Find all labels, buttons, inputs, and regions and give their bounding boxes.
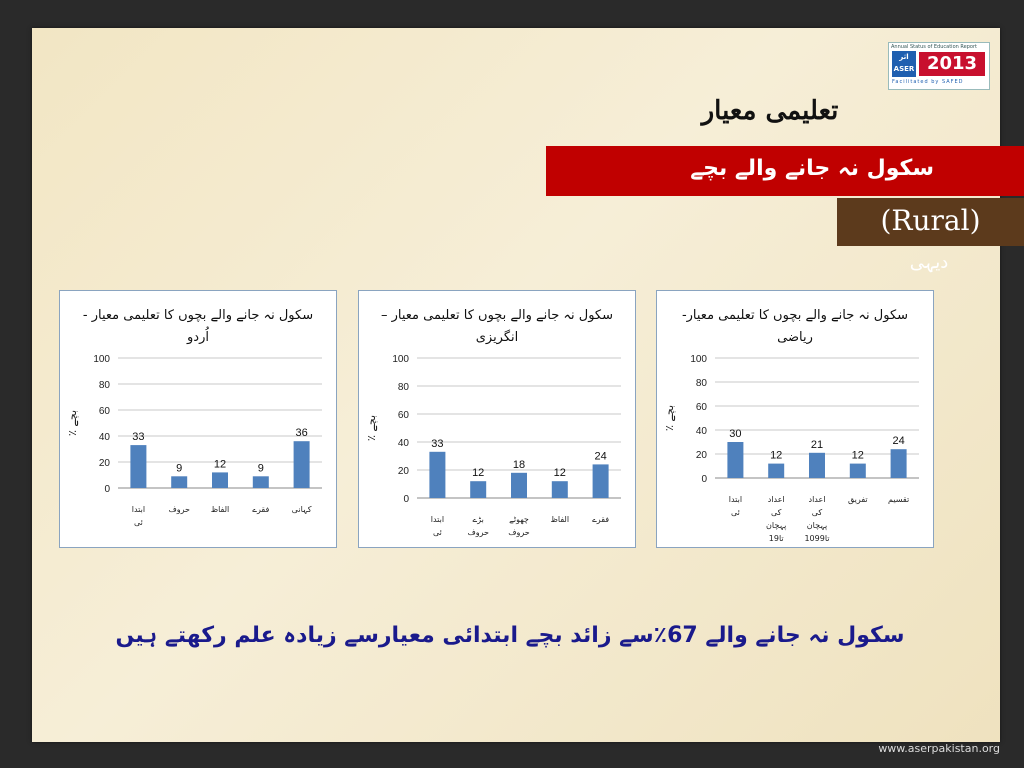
chart-title: سکول نہ جانے والے بچوں کا تعلیمی معیار - اُردو bbox=[82, 308, 314, 345]
x-tick-label: فقرے bbox=[252, 505, 270, 514]
bar bbox=[212, 472, 228, 488]
website-url: www.aserpakistan.org bbox=[878, 742, 1000, 755]
y-tick-label: 0 bbox=[701, 474, 707, 485]
y-axis-label: ٪ بچے bbox=[663, 404, 676, 432]
y-tick-label: 40 bbox=[397, 438, 409, 449]
x-tick-label: تفریق bbox=[848, 495, 868, 504]
bar bbox=[891, 449, 907, 478]
y-tick-label: 20 bbox=[98, 458, 110, 469]
x-tick-label: تقسیم bbox=[888, 495, 910, 504]
y-tick-label: 60 bbox=[695, 402, 707, 413]
data-label: 21 bbox=[810, 438, 824, 451]
chart-title: سکول نہ جانے والے بچوں کا تعلیمی معیار-ریاضی bbox=[681, 308, 909, 345]
y-axis-label: ٪ بچے bbox=[365, 414, 378, 442]
red-banner-text: سکول نہ جانے والے بچے bbox=[690, 156, 934, 181]
bar bbox=[253, 476, 269, 488]
y-tick-label: 0 bbox=[104, 484, 110, 495]
y-tick-label: 20 bbox=[397, 466, 409, 477]
y-tick-label: 80 bbox=[397, 382, 409, 393]
y-tick-label: 100 bbox=[690, 354, 707, 365]
chart-svg bbox=[359, 291, 635, 547]
x-tick-label: الفاظ bbox=[550, 515, 570, 524]
x-tick-label: اعداد کی پہچان 10تا99 bbox=[804, 495, 830, 543]
data-label: 12 bbox=[472, 467, 485, 480]
x-tick-label: بڑے حروف bbox=[467, 515, 489, 537]
y-tick-label: 100 bbox=[392, 354, 409, 365]
y-axis-label: ٪ بچے bbox=[66, 409, 79, 437]
x-tick-label: ابتدا ئی bbox=[728, 495, 743, 517]
data-label: 30 bbox=[729, 428, 742, 440]
logo-report-title: Annual Status of Education Report bbox=[891, 44, 977, 50]
bar bbox=[809, 453, 825, 478]
bar bbox=[171, 476, 187, 488]
logo-urdu: اثر bbox=[899, 53, 909, 61]
logo-aser-box bbox=[892, 51, 916, 77]
x-tick-label: ابتدا ئی bbox=[131, 505, 146, 527]
y-tick-label: 80 bbox=[695, 378, 707, 389]
x-tick-label: اعداد کی پہچان 1تا9 bbox=[766, 495, 787, 543]
data-label: 36 bbox=[295, 427, 308, 440]
chart-svg bbox=[60, 291, 336, 547]
data-label: 18 bbox=[512, 458, 526, 471]
y-tick-label: 40 bbox=[695, 426, 707, 437]
bar bbox=[429, 452, 445, 498]
data-label: 9 bbox=[257, 462, 264, 475]
logo-aser: ASER bbox=[893, 65, 915, 73]
y-tick-label: 60 bbox=[98, 406, 110, 417]
bar bbox=[593, 464, 609, 498]
bar bbox=[768, 464, 784, 478]
chart-svg bbox=[657, 291, 933, 547]
y-tick-label: 60 bbox=[397, 410, 409, 421]
logo-facilitated: Facilitated by SAFED bbox=[892, 79, 964, 85]
data-label: 33 bbox=[431, 437, 444, 450]
x-tick-label: فقرے bbox=[592, 515, 610, 524]
red-banner bbox=[546, 146, 1024, 196]
bar bbox=[552, 481, 568, 498]
rural-banner bbox=[837, 198, 1024, 246]
x-tick-label: چھوٹے حروف bbox=[508, 515, 530, 537]
chart-english bbox=[358, 290, 636, 548]
bar bbox=[511, 473, 527, 498]
data-label: 33 bbox=[132, 431, 145, 444]
x-tick-label: کہانی bbox=[291, 505, 312, 514]
data-label: 24 bbox=[892, 435, 905, 448]
data-label: 9 bbox=[176, 462, 183, 475]
y-tick-label: 80 bbox=[98, 380, 110, 391]
data-label: 12 bbox=[553, 467, 566, 480]
dehi-label: دیہی bbox=[909, 252, 949, 273]
bar bbox=[850, 464, 866, 478]
bar bbox=[727, 442, 743, 478]
x-tick-label: ابتدا ئی bbox=[430, 515, 445, 537]
conclusion-text: سکول نہ جانے والے 67٪سے زائد بچے ابتدائی معیارسے زیادہ علم رکھتے ہیں bbox=[115, 623, 905, 648]
bar bbox=[294, 441, 310, 488]
bar bbox=[130, 445, 146, 488]
data-label: 12 bbox=[770, 449, 783, 462]
data-label: 12 bbox=[213, 458, 227, 471]
chart-math bbox=[656, 290, 934, 548]
chart-urdu bbox=[59, 290, 337, 548]
aser-logo bbox=[888, 42, 990, 90]
data-label: 24 bbox=[594, 450, 607, 463]
x-tick-label: الفاظ bbox=[210, 505, 230, 514]
bar bbox=[470, 481, 486, 498]
rural-banner-text: (Rural) bbox=[880, 204, 981, 237]
x-tick-label: حروف bbox=[168, 505, 190, 514]
slide-heading: تعلیمی معیار bbox=[701, 96, 839, 126]
y-tick-label: 20 bbox=[695, 450, 707, 461]
data-label: 12 bbox=[851, 449, 864, 462]
logo-year: 2013 bbox=[919, 52, 985, 76]
y-tick-label: 0 bbox=[403, 494, 409, 505]
y-tick-label: 40 bbox=[98, 432, 110, 443]
y-tick-label: 100 bbox=[93, 354, 110, 365]
chart-title: سکول نہ جانے والے بچوں کا تعلیمی معیار –انگریزی bbox=[380, 308, 613, 345]
